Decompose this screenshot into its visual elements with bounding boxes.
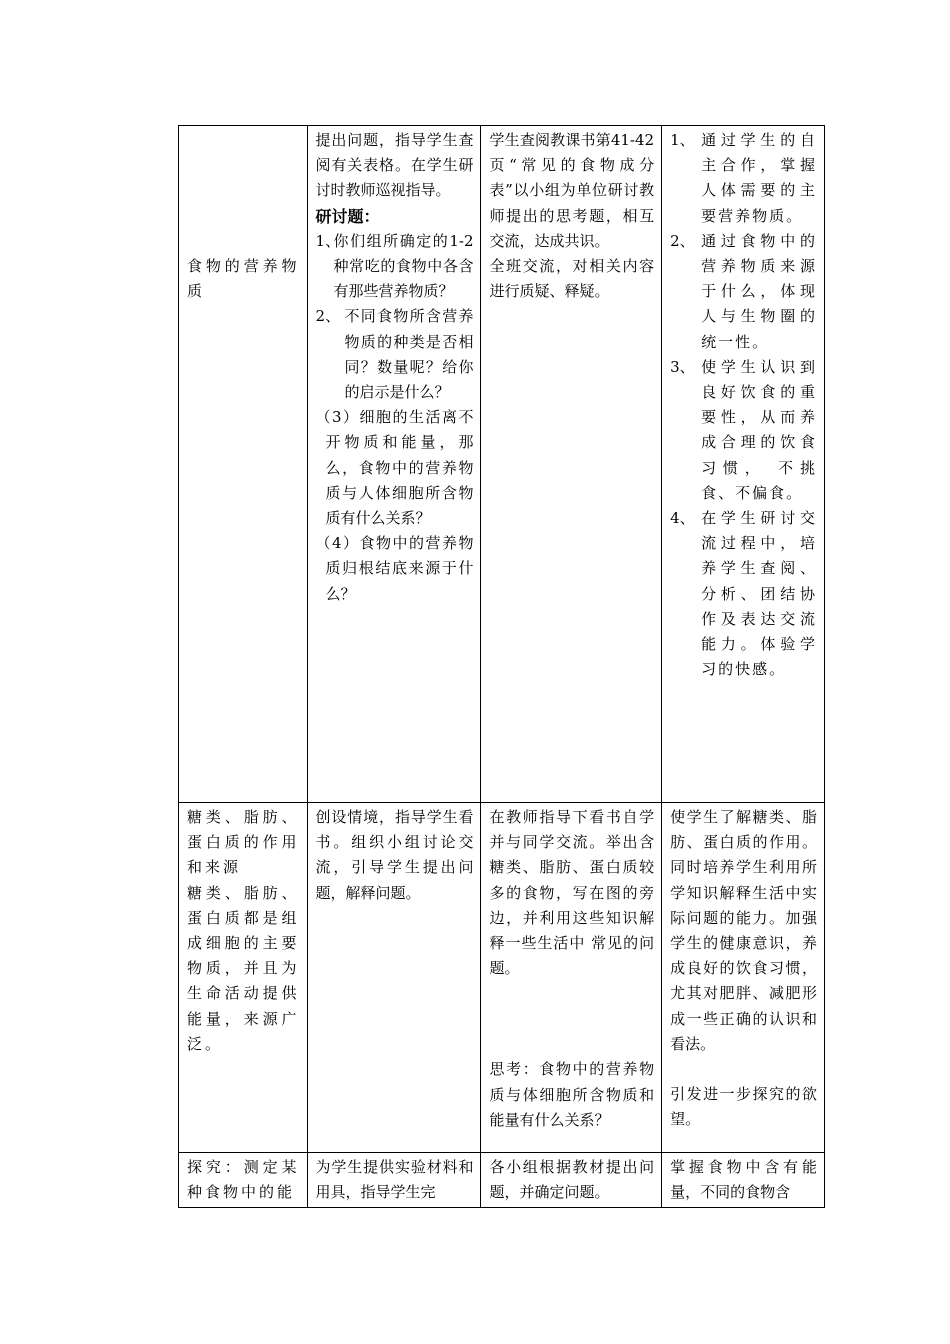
teacher-intro: 提出问题，指导学生查阅有关表格。在学生研讨时教师巡视指导。 [315,131,474,200]
design-intent-text: 引发进一步探究的欲望。 [670,1085,817,1129]
intent-item: 4、 在学生研讨交流过程中，培养学生查阅、分析、团结协作及表达交流能力。体验学习的快感。 [670,509,817,679]
student-activity-cell [481,126,662,803]
design-intent-text: 使学生了解糖类、脂肪、蛋白质的作用。同时培养学生利用所学知识解释生活中实际问题的能力。加强学生的健康意识，养成良好的饮食习惯，尤其对肥胖、减肥形成一些正确的认识和看法。 [670,808,817,1053]
student-activity-cell [481,1153,662,1208]
student-activity-text: 学生查阅教课书第41-42页“常见的食物成分表”以小组为单位研讨教师提出的思考题，相互交流，达成共识。 [489,131,655,250]
table-row [179,803,825,1153]
teacher-activity-cell [307,1153,481,1208]
student-activity-text: 全班交流，对相关内容进行质疑、释疑。 [489,257,655,301]
student-activity-text: 各小组根据教材提出问题，并确定问题。 [489,1158,655,1202]
intent-item: 3、 使学生认识到良好饮食的重要性，从而养成合理的饮食习惯， 不挑食、不偏食。 [670,357,817,502]
teacher-activity-text: 创设情境，指导学生看书。组织小组讨论交流，引导学生提出问题，解释问题。 [315,808,474,902]
topic-text: 探究：测定某种食物中的能 [187,1158,300,1202]
teacher-activity-cell [307,803,481,1153]
teacher-activity-cell [307,126,481,803]
student-activity-text: 在教师指导下看书自学并与同学交流。举出含糖类、脂肪、蛋白质较多的食物，写在图的旁边，并利用这些知识解释一些生活中 常见的问题。 [489,808,655,978]
student-activity-text: 思考：食物中的营养物质与体细胞所含物质和能量有什么关系？ [489,1060,655,1129]
discussion-item: 2、 不同食物所含营养物质的种类是否相同？数量呢？给你的启示是什么？ [315,307,474,402]
student-activity-cell [481,803,662,1153]
topic-cell [179,803,308,1153]
table-row [179,1153,825,1208]
topic-cell [179,1153,308,1208]
topic-cell [179,126,308,803]
discussion-heading: 研讨题： [315,206,380,226]
discussion-item: （3）细胞的生活离不开物质和能量，那么，食物中的营养物质与人体细胞所含物质有什么关系？ [315,408,474,528]
teacher-activity-text: 为学生提供实验材料和用具，指导学生完 [315,1158,474,1202]
intent-item: 1、 通过学生的自主合作，掌握人体需要的主要营养物质。 [670,131,817,225]
design-intent-text: 掌握食物中含有能量，不同的食物含 [670,1158,817,1202]
intent-item: 2、 通过食物中的营养物质来源于什么，体现人与生物圈的统一性。 [670,231,817,351]
design-intent-cell [662,126,825,803]
table-row [179,126,825,803]
discussion-item: 1、 你们组所确定的1-2种常吃的食物中各含有那些营养物质？ [315,231,474,301]
topic-text: 糖类、脂肪、蛋白质的作用和来源 [187,808,300,877]
design-intent-cell [662,803,825,1153]
design-intent-cell [662,1153,825,1208]
lesson-plan-table [178,125,825,1208]
topic-text: 食物的营养物质 [187,257,300,301]
topic-text: 糖类、脂肪、蛋白质都是组成细胞的主要物质，并且为生命活动提供能量，来源广泛。 [187,883,300,1053]
discussion-item: （4）食物中的营养物质归根结底来源于什么？ [315,534,474,603]
